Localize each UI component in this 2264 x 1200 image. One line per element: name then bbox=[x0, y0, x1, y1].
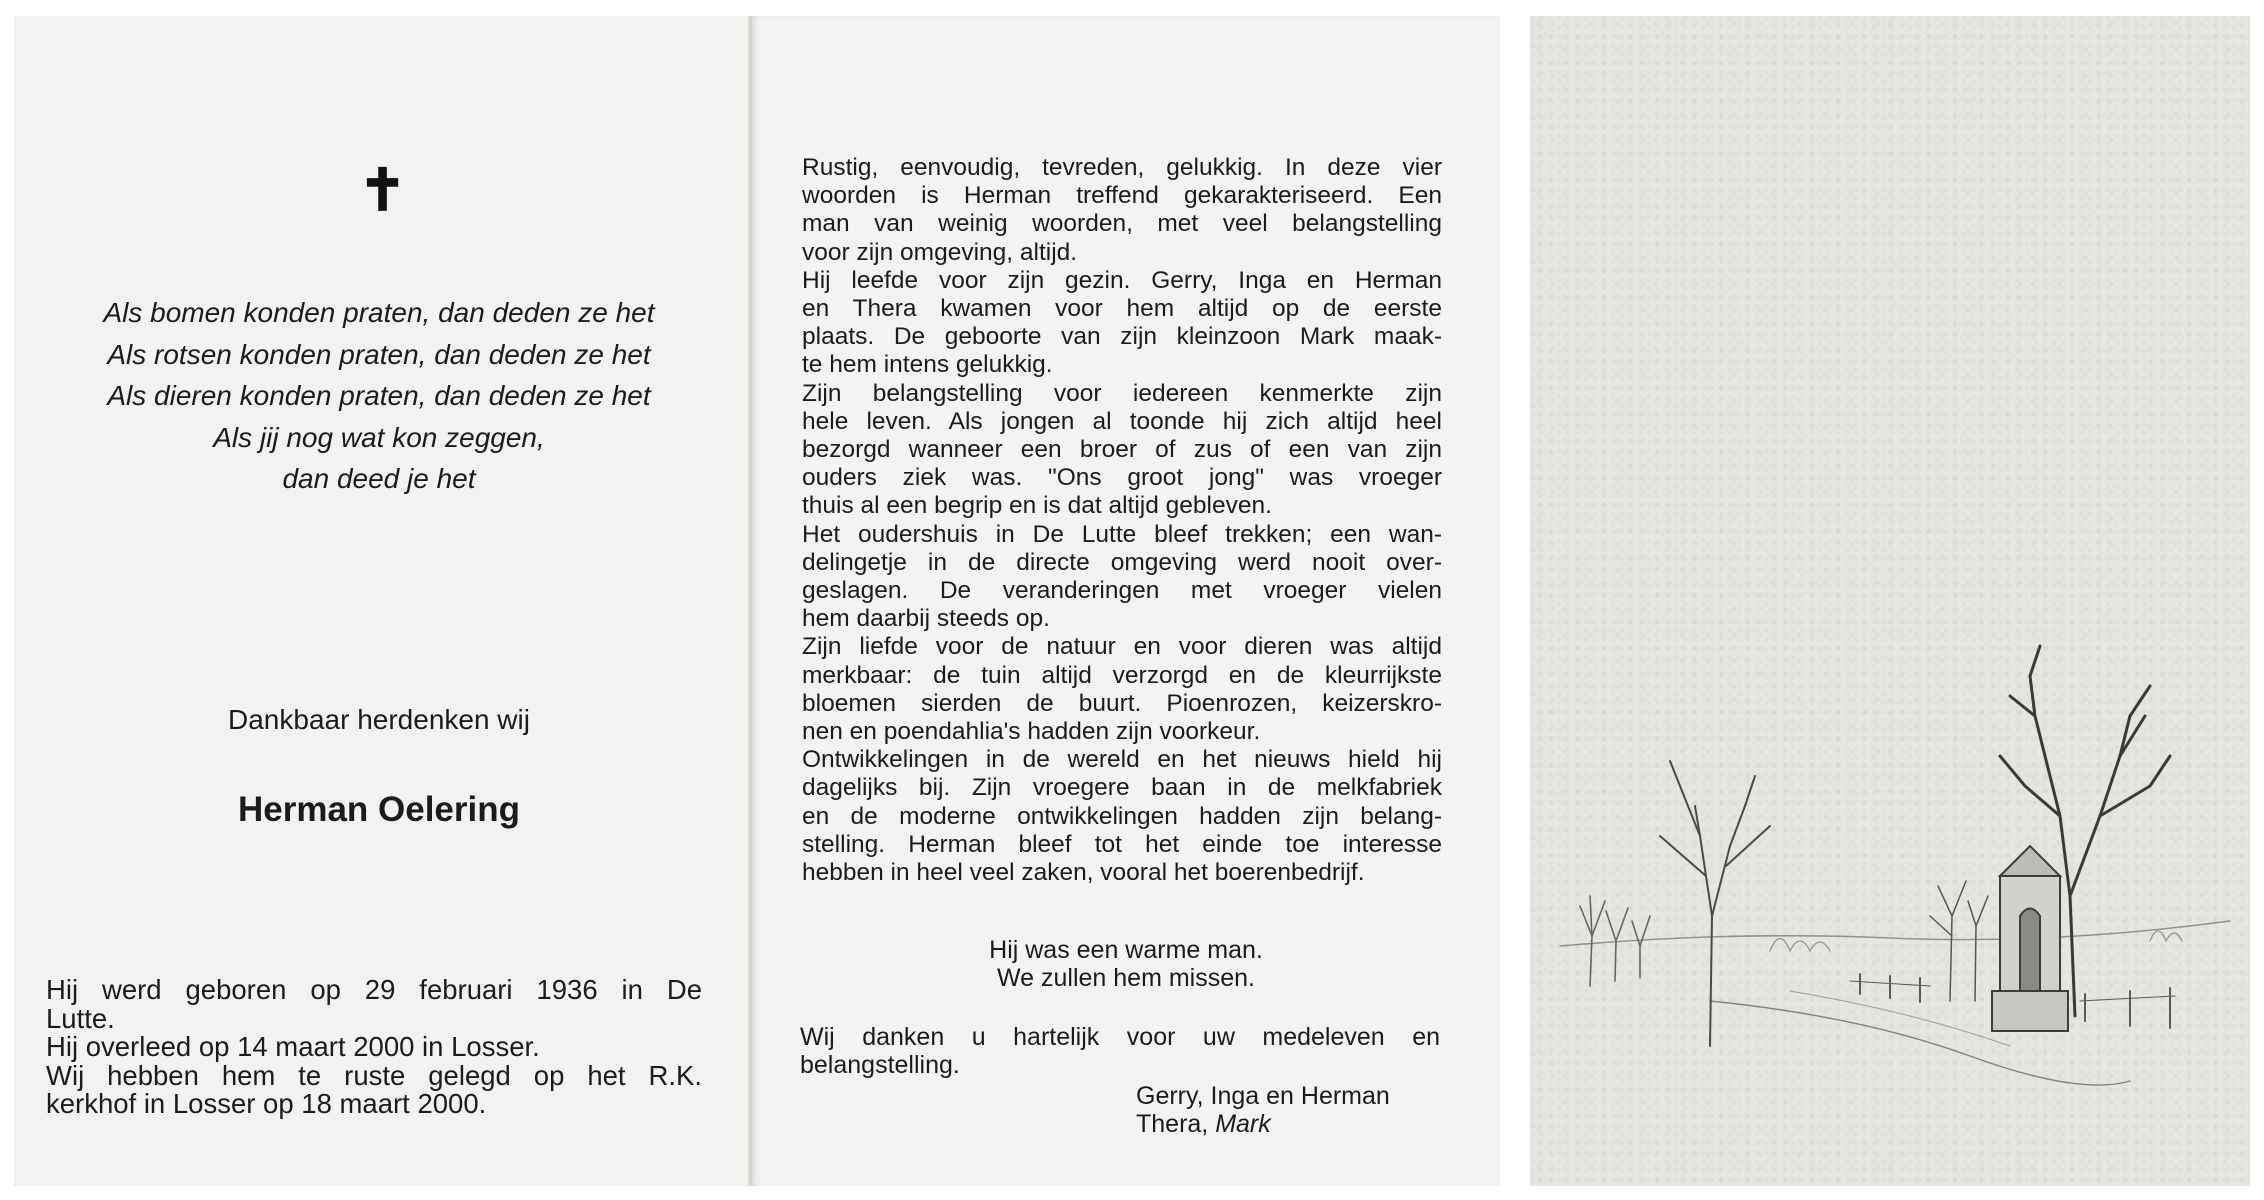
eulogy-line: geslagen. De veranderingen met vroeger vielen bbox=[802, 577, 1442, 605]
deceased-name: Herman Oelering bbox=[237, 790, 521, 829]
eulogy-line: delingetje in de directe omgeving werd nooit over- bbox=[802, 548, 1442, 576]
eulogy-line: hele leven. Als jongen al toonde hij zich altijd heel bbox=[802, 407, 1442, 435]
memorial-card-cover-panel bbox=[1530, 16, 2250, 1186]
closing-line: Wij danken u hartelijk voor uw medeleven en bbox=[800, 1023, 1440, 1051]
farewell-line: We zullen hem missen. bbox=[997, 964, 1255, 992]
bio-line: kerkhof in Losser op 18 maart 2000. bbox=[46, 1088, 487, 1119]
eulogy-line: te hem intens gelukkig. bbox=[802, 351, 1053, 379]
signature-line bbox=[1136, 1110, 1390, 1138]
eulogy-line: merkbaar: de tuin altijd verzorgd en de kleurrijkste bbox=[802, 661, 1442, 689]
eulogy-line: hebben in heel veel zaken, vooral het boerenbedrijf. bbox=[802, 859, 1365, 887]
memorial-card-left-panel bbox=[14, 16, 752, 1186]
eulogy-line: nen en poendahlia's hadden zijn voorkeur. bbox=[802, 718, 1261, 746]
eulogy-line: Hij leefde voor zijn gezin. Gerry, Inga en Herman bbox=[802, 266, 1442, 294]
poem bbox=[14, 292, 744, 500]
eulogy-line: Zijn belangstelling voor iedereen kenmerkte zijn bbox=[802, 379, 1442, 407]
poem-line: dan deed je het bbox=[282, 463, 476, 494]
eulogy-line: bloemen sierden de buurt. Pioenrozen, keizerskro- bbox=[802, 689, 1442, 717]
eulogy-line: plaats. De geboorte van zijn kleinzoon Mark maak- bbox=[802, 323, 1442, 351]
eulogy-text bbox=[802, 154, 1442, 887]
biography bbox=[46, 976, 702, 1119]
eulogy-line: thuis al een begrip en is dat altijd gebleven. bbox=[802, 492, 1272, 520]
eulogy-line: bezorgd wanneer een broer of zus of een van zijn bbox=[802, 436, 1442, 464]
eulogy-line: en Thera kwamen voor hem altijd op de eerste bbox=[802, 295, 1442, 323]
eulogy-line: en de moderne ontwikkelingen hadden zijn belang- bbox=[802, 802, 1442, 830]
bio-line: Lutte. bbox=[46, 1002, 115, 1034]
grandchild-name: Mark bbox=[1215, 1110, 1271, 1138]
signature-prefix: Thera, bbox=[1136, 1110, 1216, 1138]
memorial-card-middle-panel bbox=[752, 16, 1500, 1186]
closing-thanks bbox=[800, 1023, 1440, 1079]
eulogy-line: Zijn liefde voor de natuur en voor dieren was altijd bbox=[802, 633, 1442, 661]
thanks-intro: Dankbaar herdenken wij bbox=[228, 704, 530, 735]
bio-line: Hij werd geboren op 29 februari 1936 in De bbox=[46, 974, 702, 1005]
farewell bbox=[752, 936, 1500, 992]
signature-line: Gerry, Inga en Herman bbox=[1136, 1082, 1390, 1110]
chapel-landscape-illustration bbox=[1530, 16, 2250, 1186]
poem-line: Als bomen konden praten, dan deden ze het bbox=[103, 297, 655, 328]
eulogy-line: ouders ziek was. "Ons groot jong" was vroeger bbox=[802, 464, 1442, 492]
farewell-line: Hij was een warme man. bbox=[989, 936, 1263, 964]
cross-icon: ✝ bbox=[358, 156, 407, 224]
eulogy-line: Het oudershuis in De Lutte bleef trekken; een wan- bbox=[802, 520, 1442, 548]
signature bbox=[1136, 1082, 1390, 1138]
poem-line: Als rotsen konden praten, dan deden ze het bbox=[107, 338, 651, 370]
eulogy-line: hem daarbij steeds op. bbox=[802, 605, 1050, 633]
eulogy-line: Ontwikkelingen in de wereld en het nieuws hield hij bbox=[802, 746, 1442, 774]
eulogy-line: Rustig, eenvoudig, tevreden, gelukkig. In deze vier bbox=[802, 154, 1442, 181]
bio-line: Hij overleed op 14 maart 2000 in Losser. bbox=[46, 1031, 540, 1062]
eulogy-line: man van weinig woorden, met veel belangstelling bbox=[802, 210, 1442, 238]
bio-line: Wij hebben hem te ruste gelegd op het R.K. bbox=[46, 1059, 702, 1091]
eulogy-line: dagelijks bij. Zijn vroegere baan in de melkfabriek bbox=[802, 774, 1442, 802]
eulogy-line: voor zijn omgeving, altijd. bbox=[802, 238, 1078, 266]
eulogy-line: stelling. Herman bleef tot het einde toe interesse bbox=[802, 830, 1442, 858]
closing-line: belangstelling. bbox=[800, 1051, 960, 1079]
poem-line: Als jij nog wat kon zeggen, bbox=[213, 421, 545, 453]
poem-line: Als dieren konden praten, dan deden ze het bbox=[107, 380, 651, 411]
eulogy-line: woorden is Herman treffend gekarakteriseerd. Een bbox=[802, 182, 1442, 210]
